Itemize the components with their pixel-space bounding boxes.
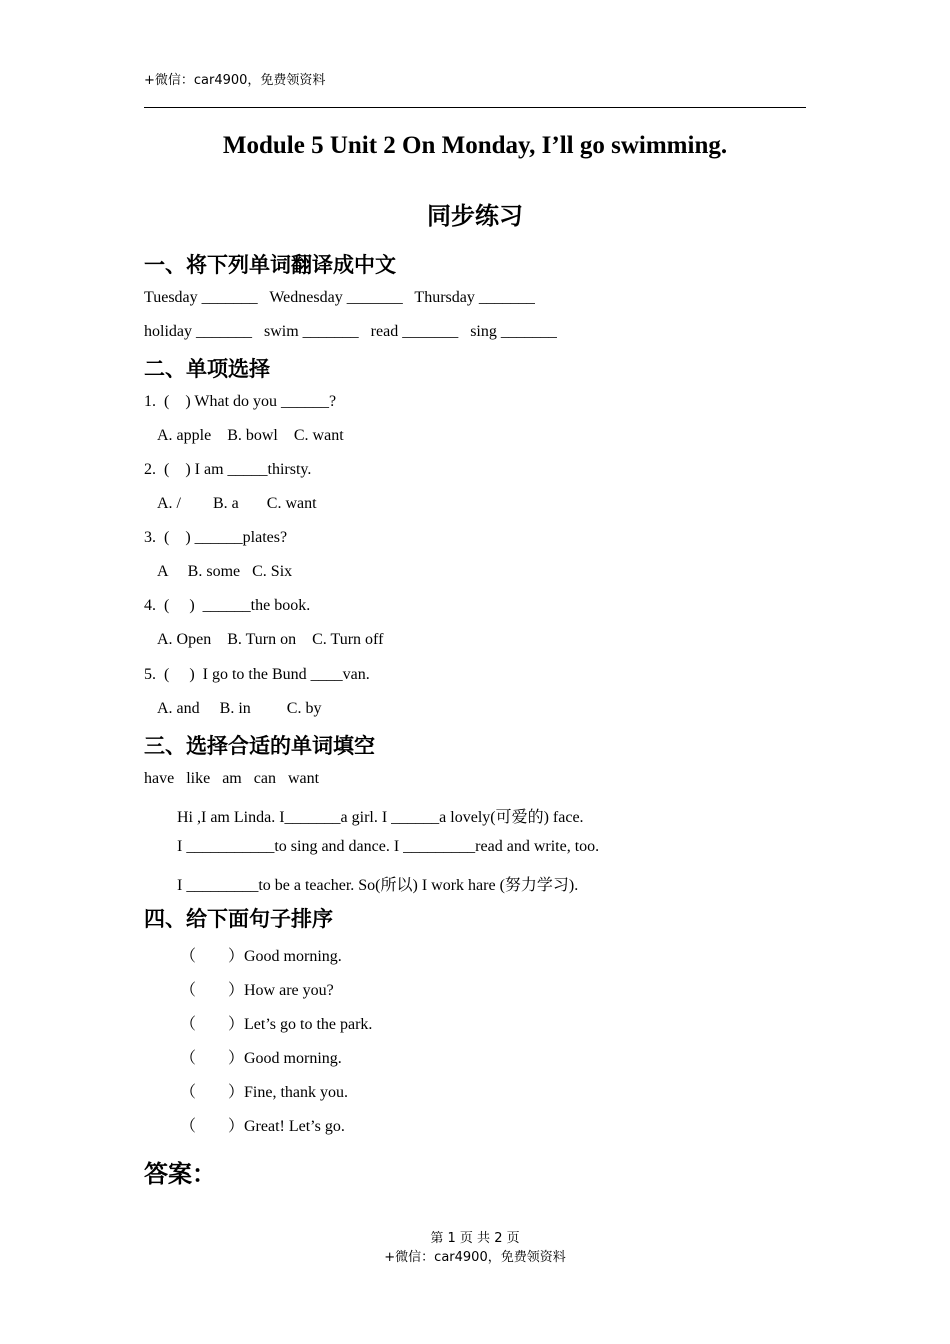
document-subtitle: 同步练习 <box>427 202 523 230</box>
question-line: 2. ( ) I am _____thirsty. <box>144 461 312 478</box>
options-line: A. apple B. bowl C. want <box>157 427 344 444</box>
section-heading: 一、将下列单词翻译成中文 <box>144 253 396 277</box>
ordering-line: （ ）Let’s go to the park. <box>180 1016 373 1033</box>
section-heading: 四、给下面句子排序 <box>144 907 333 931</box>
ordering-line: （ ）Good morning. <box>180 948 342 965</box>
question-line: 4. ( ) ______the book. <box>144 597 311 614</box>
passage-line: I _________to be a teacher. So(所以) I work hare (努力学习). <box>177 877 579 894</box>
header-divider <box>144 107 806 108</box>
options-line: A. Open B. Turn on C. Turn off <box>157 631 384 648</box>
passage-line: Hi ,I am Linda. I_______a girl. I ______a lovely(可爱的) face. <box>177 809 584 826</box>
word-bank: have like am can want <box>144 770 320 787</box>
answers-heading: 答案： <box>144 1160 216 1188</box>
question-line: 5. ( ) I go to the Bund ____van. <box>144 666 370 683</box>
question-line: 1. ( ) What do you ______? <box>144 393 337 410</box>
section-heading: 二、单项选择 <box>144 357 270 381</box>
exercise-line: holiday _______ swim _______ read _______ sing _______ <box>144 323 557 340</box>
document-title: Module 5 Unit 2 On Monday, I’ll go swimming. <box>222 132 728 159</box>
ordering-line: （ ）Great! Let’s go. <box>180 1118 345 1135</box>
exercise-line: Tuesday _______ Wednesday _______ Thursday _______ <box>144 289 535 306</box>
options-line: A. / B. a C. want <box>157 495 317 512</box>
options-line: A B. some C. Six <box>157 563 293 580</box>
ordering-line: （ ）Good morning. <box>180 1050 342 1067</box>
ordering-line: （ ）How are you? <box>180 982 334 999</box>
options-line: A. and B. in C. by <box>157 700 322 717</box>
header-note: +微信：car4900，免费领资料 <box>144 73 326 88</box>
section-heading: 三、选择合适的单词填空 <box>144 734 375 758</box>
question-line: 3. ( ) ______plates? <box>144 529 288 546</box>
footer-note: +微信：car4900，免费领资料 <box>384 1250 566 1265</box>
page-number: 第 1 页 共 2 页 <box>430 1231 520 1246</box>
passage-line: I ___________to sing and dance. I _________read and write, too. <box>177 838 600 855</box>
ordering-line: （ ）Fine, thank you. <box>180 1084 348 1101</box>
